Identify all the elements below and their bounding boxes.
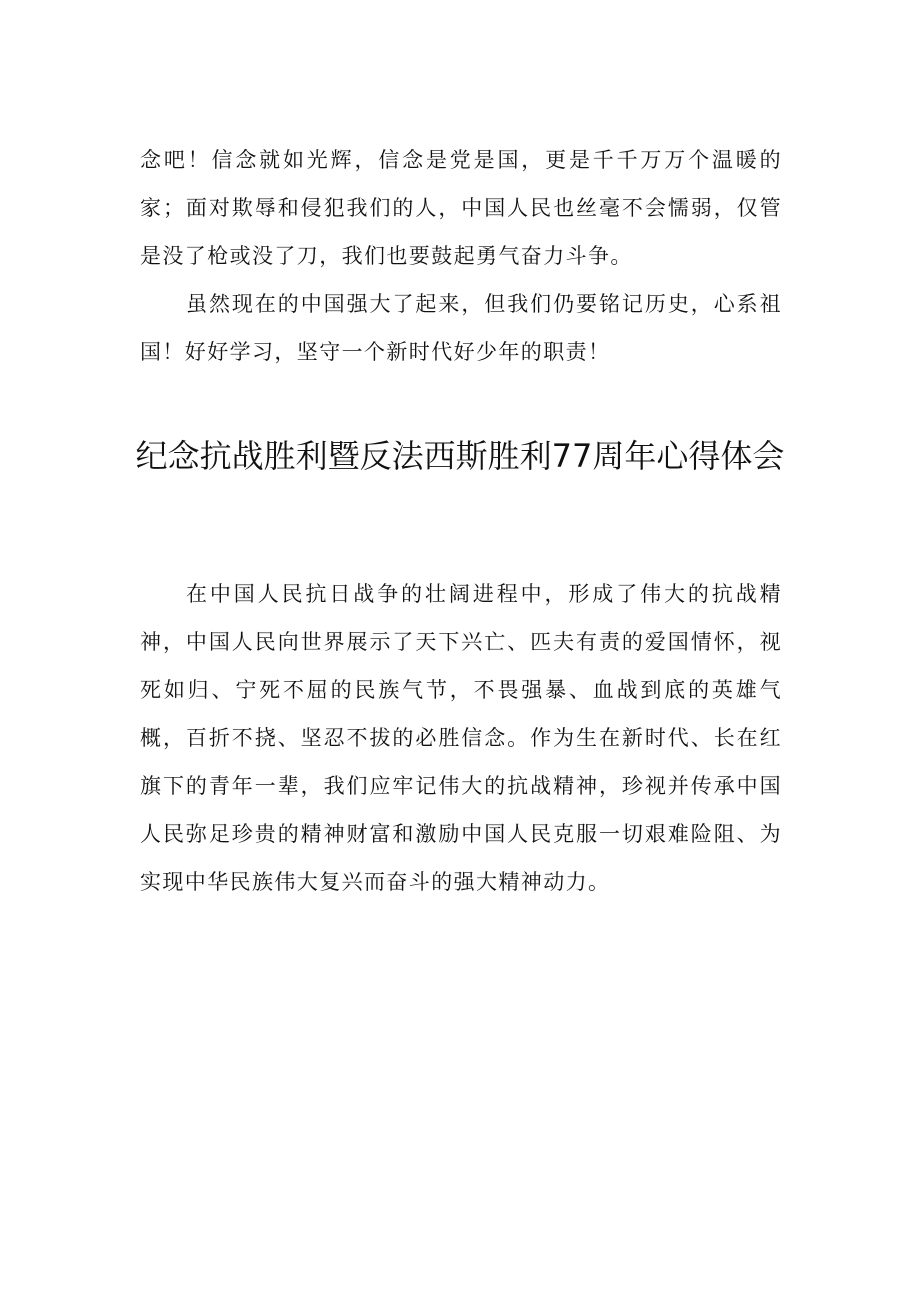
paragraph-closing: 虽然现在的中国强大了起来，但我们仍要铭记历史，心系祖国！好好学习，坚守一个新时代好少年的职责！ xyxy=(140,292,782,364)
paragraph-body: 在中国人民抗日战争的壮阔进程中，形成了伟大的抗战精神，中国人民向世界展示了天下兴亡、匹夫有责的爱国情怀，视死如归、宁死不屈的民族气节，不畏强暴、血战到底的英雄气概，百折不挠、坚忍不拔的必胜信念。作为生在新时代、长在红旗下的青年一辈，我们应牢记伟大的抗战精神，珍视并传承中国人民弥足珍贵的精神财富和激励中国人民克服一切艰难险阻、为实现中华民族伟大复兴而奋斗的强大精神动力。 xyxy=(140,582,782,894)
section-title: 纪念抗战胜利暨反法西斯胜利77周年心得体会 xyxy=(135,437,785,475)
paragraph-continued: 念吧！信念就如光辉，信念是党是国，更是千千万万个温暖的家；面对欺辱和侵犯我们的人，中国人民也丝毫不会懦弱，仅管是没了枪或没了刀，我们也要鼓起勇气奋力斗争。 xyxy=(140,148,782,268)
